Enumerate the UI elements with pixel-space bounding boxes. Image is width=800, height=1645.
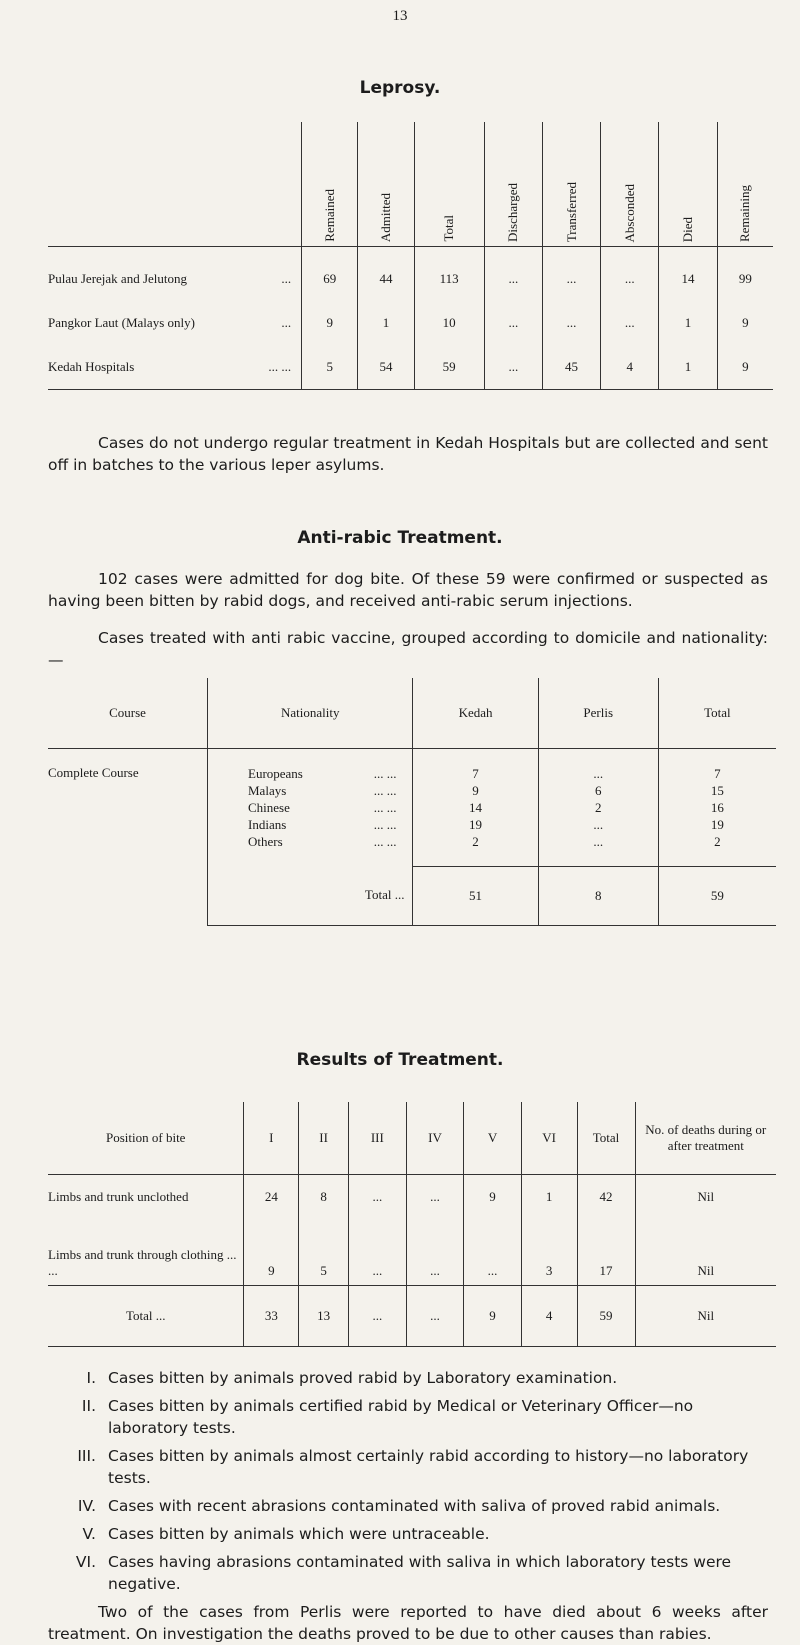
leprosy-row [48, 301, 773, 345]
legend-number: III. [77, 1447, 96, 1465]
nationality-col-course: Course [48, 678, 208, 749]
nationality-item: Chinese ... ... [248, 800, 397, 815]
results-position: Limbs and trunk through clothing ... ... [48, 1247, 237, 1278]
legend-item [48, 1367, 768, 1389]
results-col-i: I [244, 1102, 299, 1175]
leprosy-cell: ... [601, 247, 659, 302]
leprosy-row [48, 247, 773, 302]
legend-text: Cases having abrasions contaminated with saliva in which laboratory tests were negative. [108, 1553, 732, 1593]
results-col-iv: IV [406, 1102, 464, 1175]
leprosy-col-remaining: Remaining [717, 122, 773, 247]
leprosy-cell: ... [542, 247, 600, 302]
results-cell: 5 [299, 1219, 349, 1286]
kedah-values: 7 9 14 19 2 [413, 749, 538, 867]
results-cell: 9 [464, 1286, 522, 1347]
results-cell: ... [406, 1219, 464, 1286]
anti-rabic-heading: Anti-rabic Treatment. [297, 528, 503, 548]
results-cell: 9 [464, 1175, 522, 1220]
nationality-item: Malays ... ... [248, 783, 397, 798]
leprosy-col-absconded: Absconded [601, 122, 659, 247]
nationality-col-total: Total [658, 678, 776, 749]
legend-number: I. [86, 1369, 96, 1387]
results-cell: 42 [577, 1175, 635, 1220]
nationality-body-row [48, 749, 776, 867]
closing-paragraph: Two of the cases from Perlis were reported to have died about 6 weeks after treatment. On investigation the deaths proved to be due to other causes than rabies. [48, 1603, 768, 1643]
results-cell: 8 [299, 1175, 349, 1220]
results-cell: 13 [299, 1286, 349, 1347]
legend-number: IV. [77, 1497, 96, 1515]
leprosy-cell: 1 [358, 301, 414, 345]
legend-text: Cases bitten by animals certified rabid by Medical or Veterinary Officer—no laboratory tests. [108, 1397, 694, 1437]
leprosy-header-row [48, 122, 773, 247]
nationality-col-kedah: Kedah [413, 678, 538, 749]
perlis-values: ... 6 2 ... ... [538, 749, 658, 867]
leprosy-row [48, 345, 773, 390]
results-table [48, 1102, 776, 1347]
results-cell: 24 [244, 1175, 299, 1220]
legend-item [48, 1551, 768, 1595]
results-total-label: Total ... [48, 1286, 244, 1347]
results-col-deaths: No. of deaths during or after treatment [635, 1102, 776, 1175]
leprosy-cell: 9 [717, 301, 773, 345]
legend-text: Cases with recent abrasions contaminated with saliva of proved rabid animals. [108, 1497, 721, 1515]
results-cell: 1 [521, 1175, 577, 1220]
nationality-table [48, 678, 776, 926]
leprosy-cell: 54 [358, 345, 414, 390]
nationality-col-perlis: Perlis [538, 678, 658, 749]
legend-text: Cases bitten by animals proved rabid by Laboratory examination. [108, 1369, 618, 1387]
results-cell: 17 [577, 1219, 635, 1286]
leprosy-cell: 9 [302, 301, 358, 345]
nationality-total-total: 59 [658, 866, 776, 925]
leprosy-col-died: Died [659, 122, 717, 247]
leprosy-cell: 4 [601, 345, 659, 390]
nationality-item: Indians ... ... [248, 817, 397, 832]
results-cell: ... [349, 1175, 407, 1220]
legend-item [48, 1445, 768, 1489]
results-col-ii: II [299, 1102, 349, 1175]
leprosy-cell: 44 [358, 247, 414, 302]
results-total-row [48, 1286, 776, 1347]
leprosy-cell: 10 [414, 301, 484, 345]
leprosy-cell: 45 [542, 345, 600, 390]
results-col-v: V [464, 1102, 522, 1175]
leprosy-cell: ... [601, 301, 659, 345]
leprosy-col-discharged: Discharged [484, 122, 542, 247]
leprosy-col-admitted: Admitted [358, 122, 414, 247]
leprosy-cell: 1 [659, 301, 717, 345]
legend-text: Cases bitten by animals almost certainly rabid according to history—no laboratory tests. [108, 1447, 749, 1487]
results-cell: Nil [635, 1286, 776, 1347]
results-row [48, 1175, 776, 1220]
leprosy-note: Cases do not undergo regular treatment in Kedah Hospitals but are collected and sent off in batches to the various leper asylums. [48, 434, 768, 474]
leprosy-cell: ... [484, 301, 542, 345]
results-row [48, 1219, 776, 1286]
leprosy-cell: 113 [414, 247, 484, 302]
results-cell: 59 [577, 1286, 635, 1347]
results-col-position: Position of bite [48, 1102, 244, 1175]
leprosy-cell: 59 [414, 345, 484, 390]
results-cell: 3 [521, 1219, 577, 1286]
leprosy-cell: 99 [717, 247, 773, 302]
leprosy-cell: 1 [659, 345, 717, 390]
leprosy-cell: ... [542, 301, 600, 345]
nationality-total-label: Total ... [208, 866, 413, 925]
leprosy-header-blank [48, 122, 302, 247]
leprosy-table [48, 122, 773, 390]
leprosy-col-transferred: Transferred [542, 122, 600, 247]
results-cell: 33 [244, 1286, 299, 1347]
page-number: 13 [392, 8, 408, 24]
anti-rabic-intro: Cases treated with anti rabic vaccine, grouped according to domicile and nationality:— [48, 629, 768, 669]
leprosy-cell: 14 [659, 247, 717, 302]
leprosy-row-name: Pulau Jerejak and Jelutong ... [48, 271, 292, 286]
legend-item [48, 1395, 768, 1439]
leprosy-cell: 5 [302, 345, 358, 390]
nationality-item: Others ... ... [248, 834, 397, 849]
results-cell: ... [464, 1219, 522, 1286]
results-cell: Nil [635, 1175, 776, 1220]
legend-text: Cases bitten by animals which were untraceable. [108, 1525, 490, 1543]
results-cell: 9 [244, 1219, 299, 1286]
results-cell: 4 [521, 1286, 577, 1347]
results-legend [48, 1367, 768, 1645]
nationality-header-row [48, 678, 776, 749]
leprosy-cell: 9 [717, 345, 773, 390]
results-cell: ... [406, 1286, 464, 1347]
results-header-row [48, 1102, 776, 1175]
results-position: Limbs and trunk unclothed [48, 1189, 189, 1204]
leprosy-col-total: Total [414, 122, 484, 247]
leprosy-col-remained: Remained [302, 122, 358, 247]
nationality-list [208, 749, 413, 867]
nationality-item: Europeans ... ... [248, 766, 397, 781]
results-col-iii: III [349, 1102, 407, 1175]
legend-number: II. [81, 1397, 96, 1415]
results-col-total: Total [577, 1102, 635, 1175]
legend-number: VI. [75, 1553, 96, 1571]
anti-rabic-paragraph: 102 cases were admitted for dog bite. Of these 59 were confirmed or suspected as having been bitten by rabid dogs, and received anti-rabic serum injections. [48, 570, 768, 610]
legend-number: V. [82, 1525, 96, 1543]
leprosy-heading: Leprosy. [359, 78, 441, 98]
leprosy-cell: ... [484, 345, 542, 390]
nationality-col-nationality: Nationality [208, 678, 413, 749]
leprosy-cell: ... [484, 247, 542, 302]
legend-item [48, 1495, 768, 1517]
legend-item [48, 1523, 768, 1545]
results-cell: Nil [635, 1219, 776, 1286]
results-heading: Results of Treatment. [296, 1050, 504, 1070]
course-name: Complete Course [48, 765, 139, 780]
nationality-total-perlis: 8 [538, 866, 658, 925]
leprosy-cell: 69 [302, 247, 358, 302]
leprosy-row-name: Kedah Hospitals ... ... [48, 345, 302, 390]
total-values: 7 15 16 19 2 [658, 749, 776, 867]
nationality-total-kedah: 51 [413, 866, 538, 925]
results-cell: ... [406, 1175, 464, 1220]
results-cell: ... [349, 1286, 407, 1347]
results-col-vi: VI [521, 1102, 577, 1175]
results-cell: ... [349, 1219, 407, 1286]
leprosy-row-name: Pangkor Laut (Malays only) ... [48, 315, 292, 330]
